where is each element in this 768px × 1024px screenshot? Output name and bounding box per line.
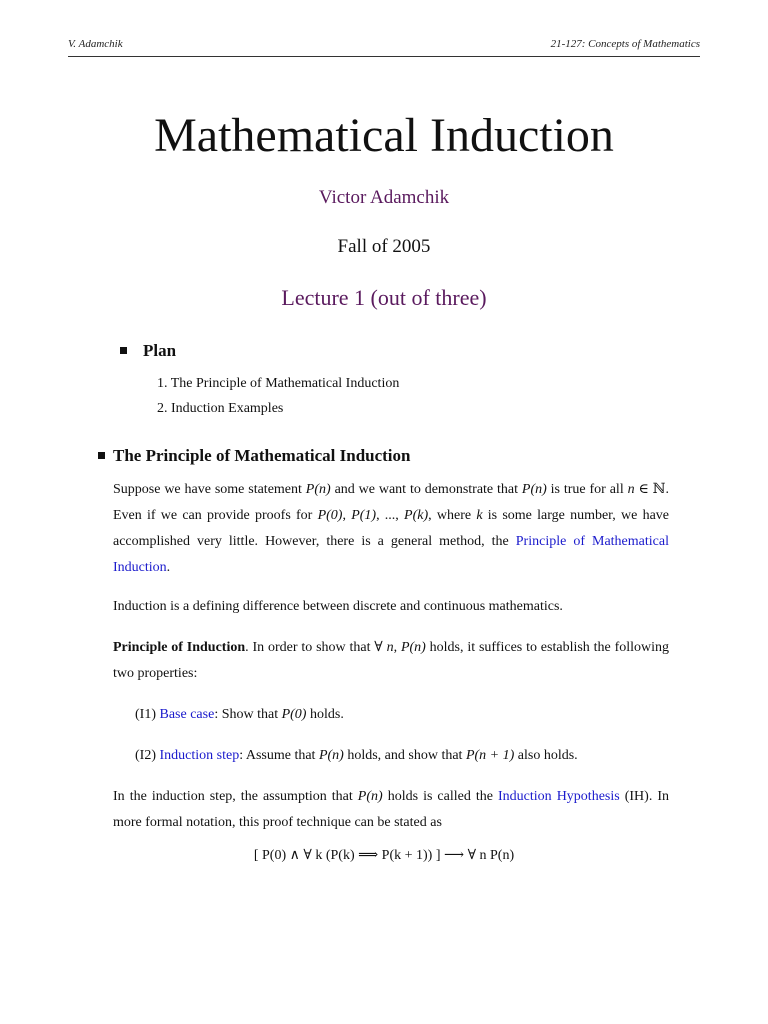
text: and we want to demonstrate that <box>330 482 522 497</box>
principle-link[interactable]: Principle of Mathematical Induction <box>113 534 669 575</box>
paragraph-hypothesis <box>113 784 669 836</box>
math-term: P(n) <box>305 482 331 497</box>
property-base-case <box>135 702 635 728</box>
paragraph-definition: Induction is a defining difference between discrete and continuous mathematics. <box>113 599 563 614</box>
text: (I2) <box>135 748 160 763</box>
text: Suppose we have some statement <box>113 482 306 497</box>
math-term: P(n) <box>357 789 383 804</box>
section-heading-text: The Principle of Mathematical Induction <box>113 446 411 465</box>
text: holds is called the <box>382 789 499 804</box>
induction-step-link[interactable]: Induction step <box>159 748 240 763</box>
plan-item: 1. The Principle of Mathematical Induction <box>157 376 400 391</box>
plan-heading <box>120 341 176 361</box>
math-term: P(k) <box>404 508 429 523</box>
square-bullet-icon <box>120 347 127 354</box>
text: , <box>393 640 401 655</box>
plan-heading-text: Plan <box>143 341 177 360</box>
header-rule <box>68 56 700 57</box>
square-bullet-icon <box>98 452 105 459</box>
text: In the induction step, the assumption that <box>113 789 358 804</box>
running-header-author: V. Adamchik <box>68 38 123 50</box>
text: (IH). In more formal notation, this proof technique can be stated as <box>113 789 670 830</box>
math-term: P(0) <box>317 508 343 523</box>
section-heading <box>98 446 410 466</box>
text: . In order to show that ∀ <box>245 640 387 655</box>
base-case-link[interactable]: Base case <box>159 707 215 722</box>
text: is true for all <box>546 482 628 497</box>
lecture-label: Lecture 1 (out of three) <box>281 285 487 310</box>
math-term: P(n) <box>521 482 547 497</box>
math-term: n <box>386 640 394 655</box>
math-term: k <box>476 508 483 523</box>
page-title: Mathematical Induction <box>154 109 614 162</box>
plan-item: 2. Induction Examples <box>157 401 284 416</box>
bold-term: Principle of Induction <box>113 640 246 655</box>
text: ∈ ℕ. Even if we can provide proofs for <box>113 482 670 523</box>
text: also holds. <box>514 748 578 763</box>
induction-hypothesis-link[interactable]: Induction Hypothesis <box>498 789 620 804</box>
math-term: P(n) <box>400 640 426 655</box>
property-induction-step <box>135 743 675 769</box>
date-line: Fall of 2005 <box>337 236 431 257</box>
math-term: P(1) <box>351 508 377 523</box>
text: : Show that <box>214 707 282 722</box>
math-term: P(n + 1) <box>465 748 515 763</box>
text: holds, and show that <box>343 748 466 763</box>
induction-formula: [ P(0) ∧ ∀ k (P(k) ⟹ P(k + 1)) ] ⟶ ∀ n P(n) <box>253 848 515 863</box>
math-term: P(n) <box>318 748 344 763</box>
text: , ..., <box>376 508 405 523</box>
text: : Assume that <box>239 748 319 763</box>
paragraph-intro <box>113 477 669 581</box>
text: holds. <box>306 707 344 722</box>
math-term: n <box>627 482 635 497</box>
math-term: P(0) <box>281 707 307 722</box>
text: is some large number, we have accomplished very little. However, there is a general method, the <box>113 508 670 549</box>
text: , where <box>428 508 477 523</box>
paragraph-principle <box>113 635 669 687</box>
running-header-course: 21-127: Concepts of Mathematics <box>550 38 700 50</box>
text: holds, it suffices to establish the following two properties: <box>113 640 670 681</box>
text: , <box>342 508 352 523</box>
text: . <box>166 560 171 575</box>
author-name: Victor Adamchik <box>318 187 450 208</box>
text: (I1) <box>135 707 160 722</box>
